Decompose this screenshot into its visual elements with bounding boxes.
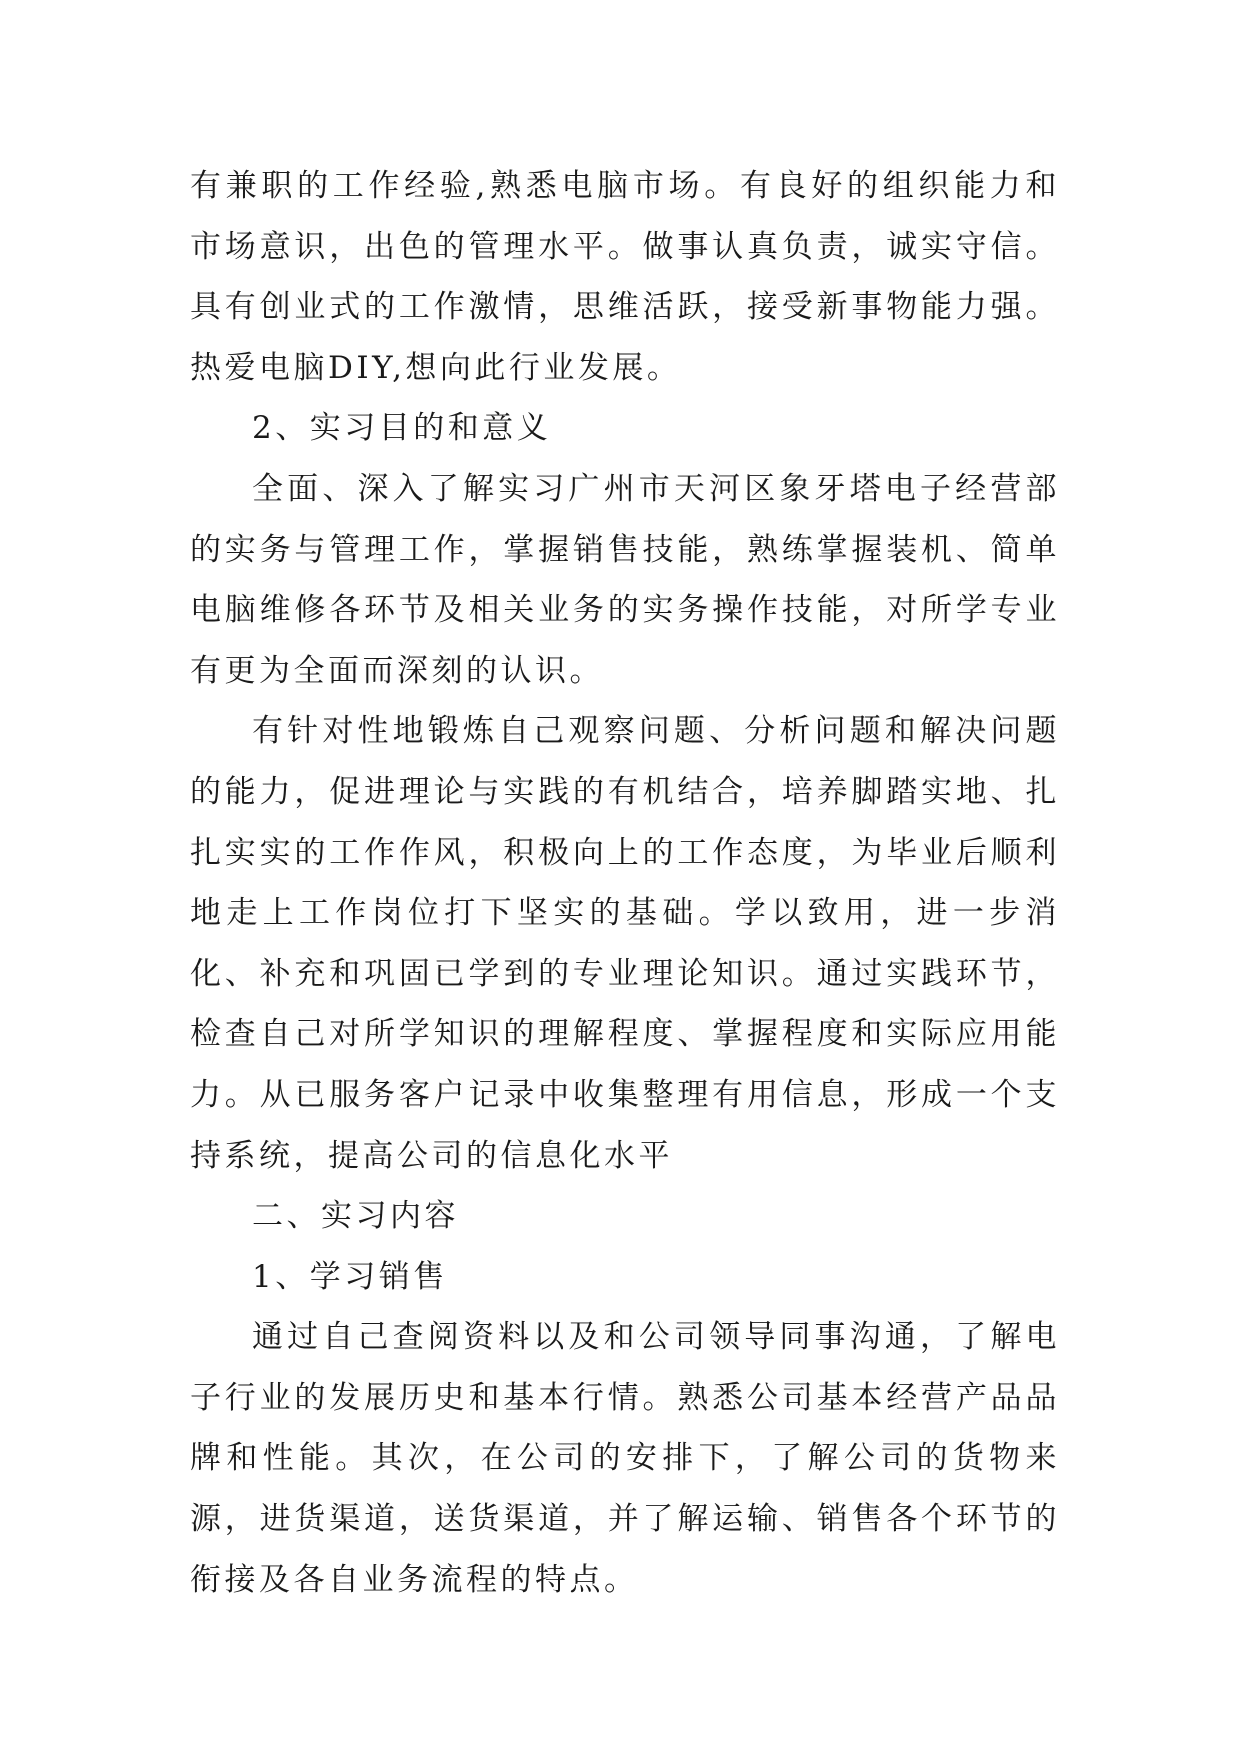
continued-paragraph: 有兼职的工作经验,熟悉电脑市场。有良好的组织能力和市场意识，出色的管理水平。做事认真负责，诚实守信。具有创业式的工作激情，思维活跃，接受新事物能力强。热爱电脑DIY,想向此行业发展。 (190, 168, 1060, 386)
subsection-heading-sales: 1、学习销售 (252, 1258, 448, 1295)
section-heading-content: 二、实习内容 (252, 1198, 459, 1235)
body-paragraph: 有针对性地锻炼自己观察问题、分析问题和解决问题的能力，促进理论与实践的有机结合，培养脚踏实地、扎扎实实的工作作风，积极向上的工作态度，为毕业后顺利地走上工作岗位打下坚实的基础。学以致用，进一步消化、补充和巩固已学到的专业理论知识。通过实践环节，检查自己对所学知识的理解程度、掌握程度和实际应用能力。从已服务客户记录中收集整理有用信息，形成一个支持系统，提高公司的信息化水平 (190, 713, 1060, 1174)
body-paragraph: 通过自己查阅资料以及和公司领导同事沟通，了解电子行业的发展历史和基本行情。熟悉公司基本经营产品品牌和性能。其次，在公司的安排下，了解公司的货物来源，进货渠道，送货渠道，并了解运输、销售各个环节的衔接及各自业务流程的特点。 (190, 1319, 1060, 1598)
body-paragraph: 全面、深入了解实习广州市天河区象牙塔电子经营部的实务与管理工作，掌握销售技能，熟练掌握装机、简单电脑维修各环节及相关业务的实务操作技能，对所学专业有更为全面而深刻的认识。 (190, 470, 1060, 689)
section-heading-purpose: 2、实习目的和意义 (252, 410, 552, 447)
document-page (190, 156, 1060, 1610)
